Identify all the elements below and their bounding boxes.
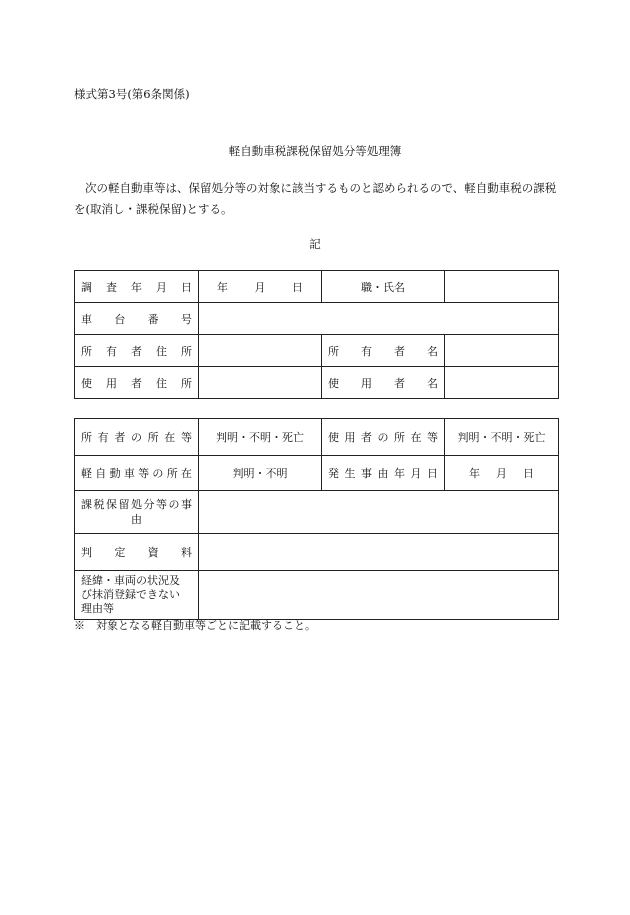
history-label bbox=[75, 571, 199, 620]
reason-label-line2: 由 bbox=[131, 513, 142, 526]
owner-whereabouts-label bbox=[75, 419, 199, 456]
label-char: 査 bbox=[106, 280, 117, 294]
staff-label: 職・氏名 bbox=[322, 271, 445, 303]
label-char: 年 bbox=[131, 280, 142, 294]
table-row bbox=[75, 271, 559, 303]
label-char: 所 bbox=[181, 344, 192, 358]
reason-value[interactable] bbox=[199, 491, 559, 534]
label-char: 動 bbox=[109, 467, 121, 480]
table-row bbox=[75, 367, 559, 399]
label-char: 用 bbox=[106, 376, 117, 390]
label-char: 住 bbox=[156, 344, 167, 358]
label-char: 号 bbox=[180, 312, 192, 326]
label-char: 使 bbox=[81, 376, 92, 390]
label-char: 生 bbox=[344, 467, 356, 480]
user-address-label bbox=[75, 367, 199, 399]
ki-heading: 記 bbox=[309, 237, 321, 251]
label-char: 用 bbox=[361, 376, 372, 390]
reason-label bbox=[75, 491, 199, 534]
label-char: 等 bbox=[427, 431, 438, 444]
table-row bbox=[75, 491, 559, 534]
user-name-label bbox=[322, 367, 445, 399]
label-char: 車 bbox=[123, 467, 135, 480]
event-date-label bbox=[322, 456, 445, 491]
label-char: 等 bbox=[180, 431, 192, 444]
label-char: 定 bbox=[114, 546, 126, 559]
table-row bbox=[75, 303, 559, 335]
label-char: 在 bbox=[410, 431, 422, 444]
vehicle-number-label bbox=[75, 303, 199, 335]
label-char: 者 bbox=[361, 431, 372, 444]
owner-name-value[interactable] bbox=[445, 335, 559, 367]
evidence-label bbox=[75, 534, 199, 571]
label-char: 月 bbox=[156, 280, 167, 294]
label-char: 所 bbox=[181, 376, 192, 390]
label-char: 用 bbox=[344, 431, 356, 444]
footnote: ※ 対象となる軽自動車等ごとに記載すること。 bbox=[74, 619, 316, 632]
form-number: 様式第3号(第6条関係) bbox=[74, 87, 190, 101]
label-char: 有 bbox=[97, 431, 109, 444]
label-char: の bbox=[377, 431, 389, 444]
intro-paragraph: 次の軽自動車等は、保留処分等の対象に該当するものと認められるので、軽自動車税の課税を(取消し・課税保留)とする。 bbox=[74, 181, 557, 216]
label-char: 者 bbox=[114, 431, 126, 444]
table-row bbox=[75, 419, 559, 456]
label-char: 判 bbox=[81, 546, 92, 559]
label-char: 所 bbox=[394, 431, 405, 444]
label-char: 者 bbox=[131, 376, 142, 390]
label-char: の bbox=[130, 431, 142, 444]
label-char: 在 bbox=[180, 467, 192, 480]
label-char: 台 bbox=[114, 312, 126, 326]
owner-name-label bbox=[322, 335, 445, 367]
survey-date-value[interactable] bbox=[199, 271, 322, 303]
label-char: 調 bbox=[81, 280, 92, 294]
label-char: 日 bbox=[292, 280, 303, 294]
survey-date-label bbox=[75, 271, 199, 303]
user-whereabouts-label bbox=[322, 419, 445, 456]
user-whereabouts-value[interactable]: 判明・不明・死亡 bbox=[445, 419, 559, 456]
user-name-value[interactable] bbox=[445, 367, 559, 399]
label-char: 月 bbox=[410, 467, 422, 480]
staff-value[interactable] bbox=[445, 271, 559, 303]
label-char: 月 bbox=[496, 467, 507, 480]
history-label-line1: 経緯・車両の状況及 bbox=[81, 574, 180, 587]
label-char: 使 bbox=[328, 376, 339, 390]
label-char: 住 bbox=[156, 376, 167, 390]
label-char: 自 bbox=[95, 467, 107, 480]
history-label-line2: び抹消登録できない bbox=[81, 588, 180, 601]
event-date-value[interactable] bbox=[445, 456, 559, 491]
label-char: 年 bbox=[469, 467, 480, 480]
label-char: 発 bbox=[328, 467, 339, 480]
table-row bbox=[75, 456, 559, 491]
label-char: 在 bbox=[164, 431, 176, 444]
label-char: 名 bbox=[427, 344, 438, 358]
owner-address-value[interactable] bbox=[199, 335, 322, 367]
label-char: 者 bbox=[394, 376, 405, 390]
label-char: 年 bbox=[217, 280, 228, 294]
label-char: 所 bbox=[81, 344, 92, 358]
label-char: 月 bbox=[254, 280, 266, 294]
table-row bbox=[75, 534, 559, 571]
vehicle-location-label bbox=[75, 456, 199, 491]
vehicle-number-value[interactable] bbox=[199, 303, 559, 335]
label-char: 名 bbox=[427, 376, 438, 390]
label-char: 使 bbox=[328, 431, 339, 444]
label-char: 者 bbox=[394, 344, 405, 358]
label-char: 年 bbox=[394, 467, 405, 480]
table-row bbox=[75, 571, 559, 620]
user-address-value[interactable] bbox=[199, 367, 322, 399]
label-char: 者 bbox=[131, 344, 142, 358]
document-title: 軽自動車税課税保留処分等処理簿 bbox=[228, 144, 402, 158]
owner-address-label bbox=[75, 335, 199, 367]
label-char: 所 bbox=[147, 431, 159, 444]
label-char: の bbox=[152, 467, 164, 480]
vehicle-info-table bbox=[74, 270, 559, 399]
label-char: 所 bbox=[81, 431, 92, 444]
label-char: 資 bbox=[147, 546, 159, 559]
table-row bbox=[75, 335, 559, 367]
history-value[interactable] bbox=[199, 571, 559, 620]
label-char: 有 bbox=[361, 344, 372, 358]
label-char: 等 bbox=[138, 467, 150, 480]
label-char: 車 bbox=[81, 312, 92, 326]
label-char: 有 bbox=[106, 344, 117, 358]
reason-label-line1: 課税保留処分等の事 bbox=[81, 498, 192, 511]
label-char: 番 bbox=[147, 312, 159, 326]
label-char: 日 bbox=[523, 467, 534, 480]
history-label-line3: 理由等 bbox=[81, 602, 114, 615]
label-char: 所 bbox=[328, 344, 339, 358]
label-char: 事 bbox=[361, 467, 372, 480]
vehicle-location-value[interactable]: 判明・不明 bbox=[199, 456, 322, 491]
label-char: 由 bbox=[377, 467, 389, 480]
label-char: 日 bbox=[427, 467, 438, 480]
label-char: 所 bbox=[166, 467, 178, 480]
label-char: 日 bbox=[181, 280, 192, 294]
label-char: 料 bbox=[180, 546, 192, 559]
disposition-table bbox=[74, 418, 559, 620]
owner-whereabouts-value[interactable]: 判明・不明・死亡 bbox=[199, 419, 322, 456]
label-char: 軽 bbox=[81, 467, 92, 480]
evidence-value[interactable] bbox=[199, 534, 559, 571]
